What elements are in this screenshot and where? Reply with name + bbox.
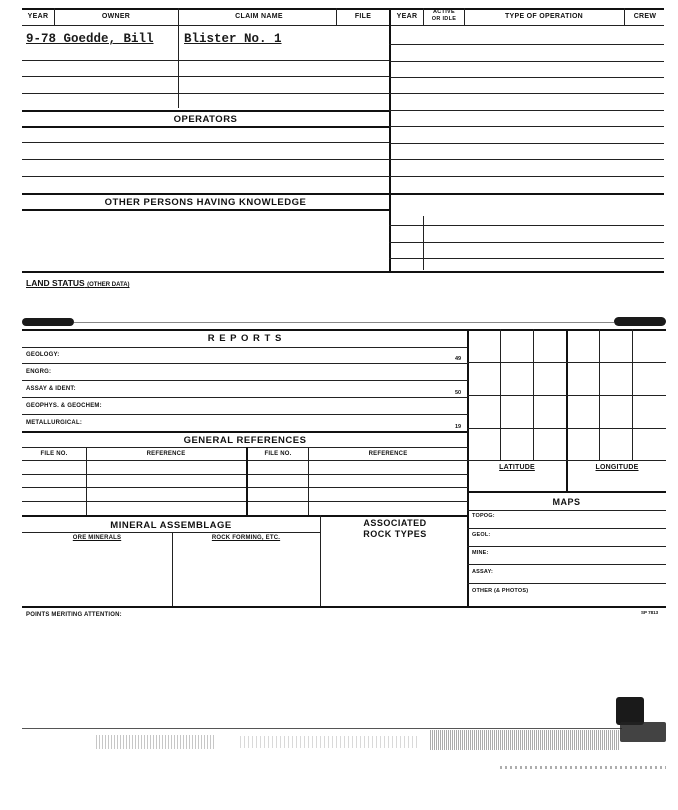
general-references-title: GENERAL REFERENCES <box>183 435 307 446</box>
col-sep <box>86 447 87 515</box>
report-label-engrg: ENGRG: <box>26 369 52 375</box>
row-line <box>467 510 666 511</box>
col-sep <box>464 8 465 25</box>
col-sep <box>423 8 424 25</box>
row-line-right <box>389 44 664 45</box>
reports-title-underline <box>22 347 468 348</box>
section-bottom-border <box>22 606 666 608</box>
row-line <box>467 546 666 547</box>
header-claim-name: CLAIM NAME <box>235 13 283 20</box>
row-line <box>22 431 468 433</box>
row-line <box>22 380 468 381</box>
gr-header-reference-1: REFERENCE <box>146 451 186 457</box>
row-line <box>22 515 468 517</box>
maps-title: MAPS <box>552 497 581 507</box>
row-line <box>22 110 389 112</box>
scan-noise-band <box>240 736 420 748</box>
row-line-right <box>389 225 664 226</box>
col-sep-right <box>423 216 424 270</box>
faint-divider <box>74 322 614 323</box>
latitude-label: LATITUDE <box>499 464 535 471</box>
row-line <box>22 474 468 475</box>
land-status-heading <box>26 278 130 288</box>
mineral-assemblage-title: MINERAL ASSEMBLAGE <box>110 520 232 531</box>
ink-blot-left <box>22 318 74 326</box>
header-crew: CREW <box>633 13 657 20</box>
report-label-geophys: GEOPHYS. & GEOCHEM: <box>26 403 102 409</box>
row-line <box>22 414 468 415</box>
col-sep <box>336 8 337 25</box>
grid-line <box>467 460 666 461</box>
header-active: ACTIVE <box>433 9 455 15</box>
grid-line <box>467 491 666 493</box>
row-line-right <box>389 77 664 78</box>
reports-title: R E P O R T S <box>207 333 283 344</box>
report-code-assay: 50 <box>455 390 462 396</box>
row-line <box>467 528 666 529</box>
row-line-right <box>389 193 664 195</box>
row-line <box>467 583 666 584</box>
scan-line <box>22 728 622 729</box>
grid-line <box>467 395 666 396</box>
row-line-right <box>389 110 664 111</box>
land-status-note: (OTHER DATA) <box>87 282 130 288</box>
header-type-of-operation: TYPE OF OPERATION <box>504 13 584 20</box>
col-sep <box>172 532 173 607</box>
row-line-right <box>389 242 664 243</box>
points-meriting-attention-label: POINTS MERITING ATTENTION: <box>26 612 122 618</box>
row-line-right <box>389 61 664 62</box>
header-bottom-border <box>22 25 664 26</box>
maps-row-other: OTHER (& PHOTOS) <box>472 588 529 594</box>
reports-right-divider <box>467 329 469 607</box>
maps-row-assay: ASSAY: <box>472 569 494 575</box>
row-line <box>22 532 320 533</box>
row-line <box>22 487 468 488</box>
other-persons-title: OTHER PERSONS HAVING KNOWLEDGE <box>104 197 307 208</box>
row-line <box>22 363 468 364</box>
maps-row-topog: TOPOG: <box>472 513 495 519</box>
report-label-geology: GEOLOGY: <box>26 352 60 358</box>
header-year: YEAR <box>27 13 49 20</box>
associated-rock-types-line1: ASSOCIATED <box>363 518 427 528</box>
row-line <box>22 447 468 448</box>
grid-line <box>467 428 666 429</box>
associated-rock-types-line2: ROCK TYPES <box>363 529 427 539</box>
header-or-idle: OR IDLE <box>431 16 457 22</box>
row-line <box>22 176 389 177</box>
row-line-right <box>389 159 664 160</box>
operators-underline <box>22 126 389 128</box>
report-label-assay: ASSAY & IDENT: <box>26 386 76 392</box>
row-line-right <box>389 143 664 144</box>
report-code-metallurgical: 19 <box>455 424 462 430</box>
row-line <box>22 397 468 398</box>
row-line <box>22 93 389 94</box>
ink-blot-bottom-right <box>616 697 644 725</box>
col-sep <box>308 447 309 515</box>
table-bottom-border <box>22 271 664 273</box>
col-sep <box>320 515 321 607</box>
col-sep <box>624 8 625 25</box>
grid-line <box>467 362 666 363</box>
scan-noise-band <box>96 735 216 749</box>
header-file: FILE <box>354 13 372 20</box>
row-line <box>22 60 389 61</box>
longitude-label: LONGITUDE <box>595 464 639 471</box>
col-sep <box>54 8 55 25</box>
col-sep <box>246 447 248 515</box>
row-line-right <box>389 126 664 127</box>
row-line-right <box>389 93 664 94</box>
other-persons-underline <box>22 209 389 211</box>
operators-title: OPERATORS <box>173 114 238 125</box>
ma-header-rock-forming: ROCK FORMING, ETC. <box>211 535 281 541</box>
land-status-label: LAND STATUS <box>26 278 85 288</box>
report-code-geology: 49 <box>455 356 462 362</box>
gr-header-file-no-1: FILE NO. <box>40 451 68 457</box>
header-year-2: YEAR <box>396 13 418 20</box>
report-label-metallurgical: METALLURGICAL: <box>26 420 83 426</box>
reports-top-border <box>22 329 666 331</box>
entry-year-owner: 9-78 Goedde, Bill <box>26 32 154 46</box>
row-line <box>22 159 389 160</box>
row-line <box>22 193 389 195</box>
scan-noise-band <box>430 730 620 750</box>
row-line <box>22 501 468 502</box>
ink-blot-right <box>614 317 666 326</box>
scan-noise-block <box>620 722 666 742</box>
row-line <box>467 564 666 565</box>
row-line <box>22 142 389 143</box>
gr-header-file-no-2: FILE NO. <box>264 451 292 457</box>
row-line <box>22 76 389 77</box>
scan-noise-band <box>500 766 666 769</box>
maps-row-geol: GEOL: <box>472 532 491 538</box>
header-owner: OWNER <box>101 13 131 20</box>
entry-claim-name: Blister No. 1 <box>184 32 282 46</box>
row-line <box>22 460 468 461</box>
table-top-border <box>22 8 664 10</box>
ma-header-ore-minerals: ORE MINERALS <box>72 535 122 541</box>
maps-row-mine: MINE: <box>472 550 489 556</box>
form-code: SP 7813 <box>641 610 659 615</box>
gr-header-reference-2: REFERENCE <box>368 451 408 457</box>
row-line-right <box>389 258 664 259</box>
col-sep-main-divider <box>389 8 391 272</box>
row-line-right <box>389 176 664 177</box>
